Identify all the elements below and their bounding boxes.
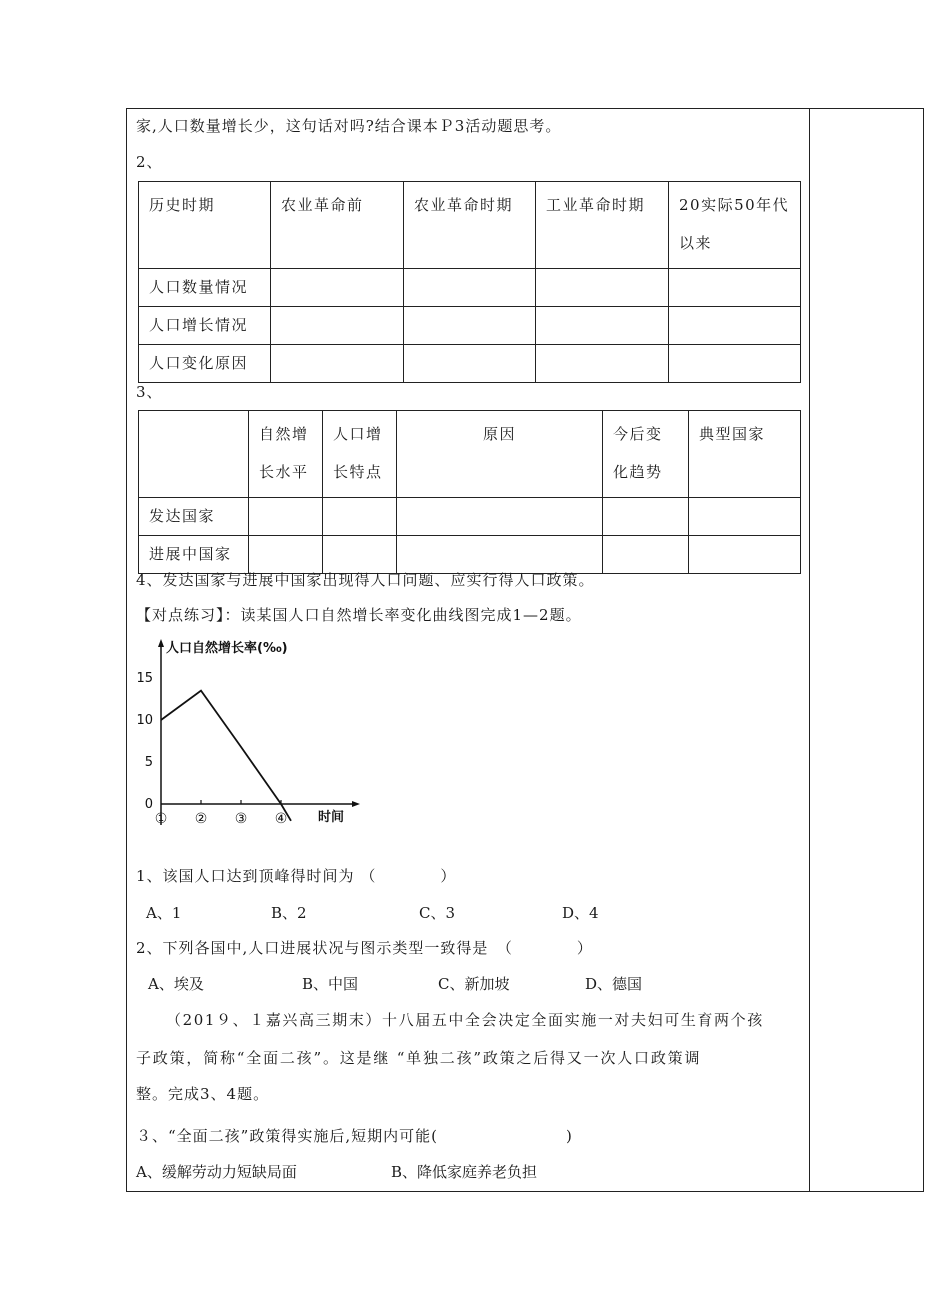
y-tick-label: 10 [136,713,153,728]
history-header-agri: 农业革命时期 [404,182,536,269]
question-1: 1、该国人口达到顶峰得时间为 （ ） [136,867,457,885]
history-header-industrial: 工业革命时期 [536,182,669,269]
q1-option-c[interactable]: C、3 [419,904,456,922]
q2-option-c[interactable]: C、新加坡 [438,975,510,993]
x-tick-label: ④ [274,811,288,827]
history-cell[interactable] [271,307,404,345]
q3-option-b[interactable]: B、降低家庭养老负担 [391,1163,538,1181]
y-tick-label: 0 [144,797,153,812]
q2-option-a[interactable]: A、埃及 [148,975,204,993]
country-cell[interactable] [323,536,397,574]
history-cell[interactable] [669,345,801,383]
history-cell[interactable] [536,307,669,345]
country-header-blank [139,411,249,498]
country-row-label: 进展中国家 [139,536,249,574]
country-row-label: 发达国家 [139,498,249,536]
history-row-label: 人口数量情况 [139,269,271,307]
country-cell[interactable] [323,498,397,536]
y-tick-label: 15 [136,671,153,686]
x-axis-arrow [352,801,360,807]
history-cell[interactable] [404,345,536,383]
x-axis-label: 时间 [318,810,345,825]
country-cell[interactable] [249,536,323,574]
question-3: ３、“全面二孩”政策得实施后,短期内可能( ) [136,1127,573,1145]
column-divider [809,109,810,1191]
history-cell[interactable] [404,307,536,345]
question-2: 2、下列各国中,人口进展状况与图示类型一致得是 （ ） [136,939,593,957]
history-header-pre-agri: 农业革命前 [271,182,404,269]
q3-option-a[interactable]: A、缓解劳动力短缺局面 [136,1163,297,1181]
x-tick-label: ② [194,811,208,827]
q2-option-d[interactable]: D、德国 [585,975,643,993]
history-cell[interactable] [669,269,801,307]
country-cell[interactable] [689,536,801,574]
country-header-typical: 典型国家 [689,411,801,498]
y-axis-arrow [158,639,164,647]
country-cell[interactable] [603,536,689,574]
history-cell[interactable] [536,345,669,383]
history-cell[interactable] [536,269,669,307]
history-header-modern: 20实际50年代以来 [669,182,801,269]
x-tick-label: ① [154,811,168,827]
growth-rate-line [161,691,291,821]
q4-text: 4、发达国家与进展中国家出现得人口问题、应实行得人口政策。 [136,571,595,589]
q3-label: 3、 [136,383,163,401]
history-row-label: 人口增长情况 [139,307,271,345]
y-tick-label: 5 [144,755,153,770]
history-table [138,181,801,383]
passage-line-2: 子政策，简称“全面二孩”。这是继 “单独二孩”政策之后得又一次人口政策调 [136,1049,702,1067]
worksheet-frame [126,108,924,1192]
q2-label: 2、 [136,153,163,171]
country-header-trend: 今后变化趋势 [603,411,689,498]
country-cell[interactable] [397,536,603,574]
history-row-label: 人口变化原因 [139,345,271,383]
growth-rate-chart [136,635,376,835]
country-header-reason: 原因 [397,411,603,498]
history-cell[interactable] [404,269,536,307]
q1-option-d[interactable]: D、4 [562,904,599,922]
history-header-period: 历史时期 [139,182,271,269]
country-cell[interactable] [397,498,603,536]
country-header-growth-feature: 人口增长特点 [323,411,397,498]
practice-title: 【对点练习】：读某国人口自然增长率变化曲线图完成1—2题。 [136,606,582,624]
country-cell[interactable] [249,498,323,536]
q1-option-a[interactable]: A、1 [146,904,182,922]
country-header-growth-level: 自然增长水平 [249,411,323,498]
y-axis-label: 人口自然增长率(‰) [166,641,288,656]
history-cell[interactable] [669,307,801,345]
q2-option-b[interactable]: B、中国 [302,975,359,993]
history-cell[interactable] [271,269,404,307]
country-table [138,410,801,574]
country-cell[interactable] [689,498,801,536]
passage-line-3: 整。完成3、4题。 [136,1085,270,1103]
intro-text: 家,人口数量增长少，这句话对吗?结合课本Ｐ3活动题思考。 [136,117,562,135]
x-tick-label: ③ [234,811,248,827]
country-cell[interactable] [603,498,689,536]
history-cell[interactable] [271,345,404,383]
q1-option-b[interactable]: B、2 [271,904,307,922]
passage-line-1: （201９、１嘉兴高三期末）十八届五中全会决定全面实施一对夫妇可生育两个孩 [166,1011,764,1029]
